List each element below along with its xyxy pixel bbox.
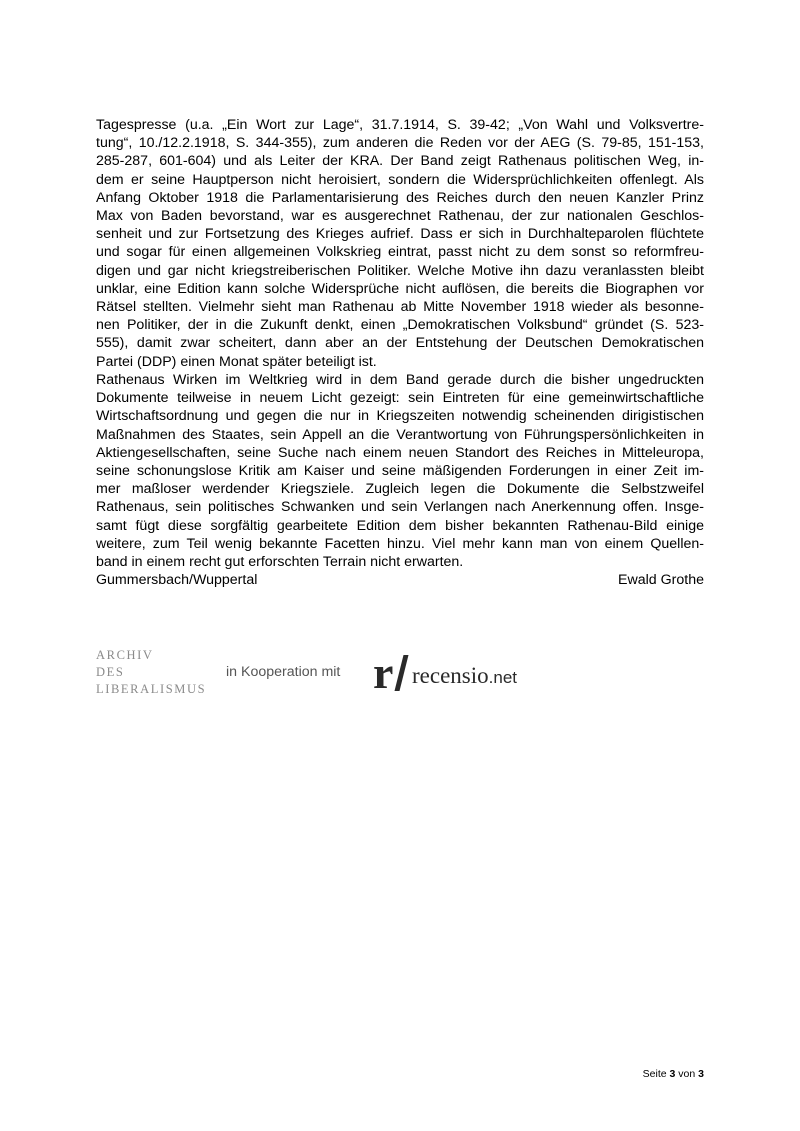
text-line: tung“, 10./12.2.1918, S. 344-355), zum anderen die Reden vor der AEG (S. 79-85, 151-153, [96, 135, 704, 152]
text-line: Wirtschaftsordnung und gegen die nur in Kriegszeiten notwendig scheinenden dirigistischen [96, 408, 704, 425]
recensio-logo-tld: .net [488, 668, 517, 687]
text-line: nen Politiker, der in die Zukunft denkt, einen „Demokratischen Volksbund“ gründet (S. 523- [96, 317, 704, 334]
text-line: Rathenaus, sein politisches Schwanken und sein Verlangen nach Anerkennung offen. Insge- [96, 499, 704, 516]
page-number-current: 3 [669, 1068, 676, 1080]
archiv-des-liberalismus-logo [96, 647, 206, 698]
recensio-logo [373, 647, 517, 698]
text-line: seine schonungslose Kritik am Kaiser und seine mäßigenden Forderungen in einer Zeit im- [96, 463, 704, 480]
text-line: Aktiengesellschaften, seine Suche nach einem neuen Standort des Reiches in Mitteleuropa, [96, 444, 704, 461]
archiv-line-3: LIBERALISMUS [96, 682, 207, 696]
text-line: Partei (DDP) einen Monat später beteiligt ist. [96, 353, 377, 370]
text-line: 555), damit zwar scheitert, dann aber an der Entstehung der Deutschen Demokratischen [96, 335, 704, 352]
archiv-line-1: ARCHIV [96, 648, 154, 662]
recensio-logo-name: recensio [412, 663, 489, 688]
text-line: unklar, eine Edition kann solche Widersprüche nicht auflösen, die bereits die Biographen vor [96, 280, 704, 297]
text-line: Max von Baden bevorstand, war es ausgerechnet Rathenau, der zur nationalen Geschlos- [96, 208, 704, 225]
page-number-separator: von [678, 1068, 696, 1080]
text-line: Rätsel stellten. Vielmehr sieht man Rathenau ab Mitte November 1918 wieder als besonne- [96, 299, 704, 316]
page-number-prefix: Seite [642, 1068, 667, 1080]
page-number [643, 1068, 704, 1080]
text-line: Maßnahmen des Staates, sein Appell an die Verantwortung von Führungspersönlichkeiten in [96, 426, 704, 443]
text-line: Tagespresse (u.a. „Ein Wort zur Lage“, 31.7.1914, S. 39-42; „Von Wahl und Volksvertre- [96, 117, 704, 133]
text-line: dem er seine Hauptperson nicht heroisiert, sondern die Widersprüchlichkeiten offenlegt. Als [96, 171, 704, 188]
text-line: senheit und zur Fortsetzung des Krieges aufrief. Dass er sich in Durchhalteparolen flüchtete [96, 226, 704, 243]
signature-author: Ewald Grothe [618, 572, 704, 588]
text-line: 285-287, 601-604) und als Leiter der KRA. Der Band zeigt Rathenaus politischen Weg, in- [96, 153, 704, 170]
text-line: und sogar für einen allgemeinen Volkskrieg eintrat, passt nicht zu dem sonst so reformfreu- [96, 244, 704, 261]
paragraph-2 [96, 371, 704, 571]
signature-place: Gummersbach/Wuppertal [96, 572, 258, 588]
text-line: band in einem recht gut erforschten Terrain nicht erwarten. [96, 554, 464, 571]
text-line: Dokumente teilweise in neuem Licht gezeigt: sein Eintreten für eine gemeinwirtschaftliche [96, 390, 704, 407]
cooperation-text: in Kooperation mit [226, 664, 341, 680]
archiv-line-2: DES [96, 665, 125, 679]
page-number-total: 3 [698, 1068, 704, 1080]
text-line: mer maßloser werdender Kriegsziele. Zugleich legen die Dokumente die Selbstzweifel [96, 481, 704, 498]
recensio-logo-wordmark [412, 663, 517, 691]
text-line: Anfang Oktober 1918 die Parlamentarisierung des Reiches durch den neuen Kanzler Prinz [96, 189, 704, 206]
recensio-logo-letter: r [373, 647, 394, 698]
text-line: samt fügt diese sorgfältig gearbeitete Edition dem bisher bekannten Rathenau-Bild einige [96, 517, 704, 534]
paragraph-1 [96, 116, 704, 371]
text-line: weitere, zum Teil wenig bekannte Facetten hinzu. Viel mehr kann man von einem Quellen- [96, 535, 704, 552]
text-line: digen und gar nicht kriegstreiberischen Politiker. Welche Motive ihn dazu veranlassten bleibt [96, 262, 704, 279]
text-line: Rathenaus Wirken im Weltkrieg wird in dem Band gerade durch die bisher ungedruckten [96, 372, 704, 388]
